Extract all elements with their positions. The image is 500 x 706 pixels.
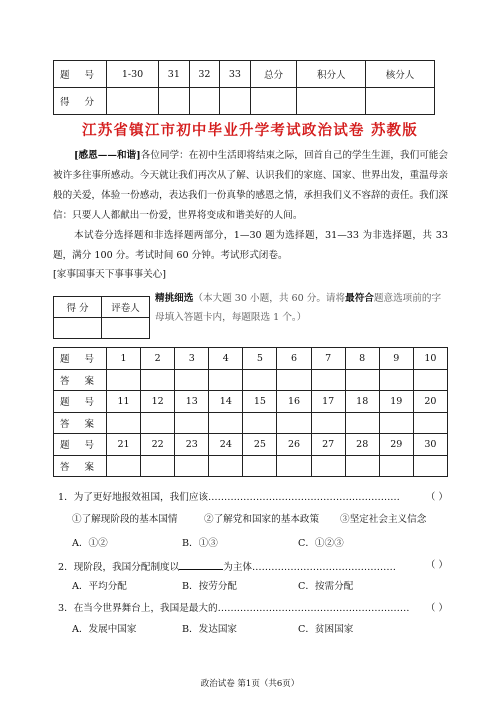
question-number-cell: 2 (141, 348, 175, 370)
grader-score-cell (54, 318, 102, 339)
score-header-cell: 1-30 (107, 61, 159, 88)
answer-cell[interactable] (107, 412, 141, 434)
question-3-options (72, 623, 353, 637)
question-number-cell: 30 (413, 434, 447, 456)
option-c: C．①②③ (298, 538, 344, 549)
score-cell (189, 88, 220, 115)
answer-cell[interactable] (379, 412, 413, 434)
option-b: B．发达国家 (182, 624, 238, 635)
score-header-cell: 31 (159, 61, 190, 88)
score-header-cell: 总分 (250, 61, 297, 88)
score-row-label: 得 分 (54, 88, 107, 115)
score-table (53, 60, 435, 115)
question-number-cell: 12 (141, 391, 175, 413)
score-header-cell: 题 号 (54, 61, 107, 88)
question-number-cell: 6 (277, 348, 311, 370)
answer-cell[interactable] (413, 369, 447, 391)
greeting-text: 各位同学：在初中生活即将结束之际，回首自己的学生生涯，我们可能会被许多往事所感动。今天就让我们再次从了解、认识我们的家庭、国家、世界出发，重温母亲般的关爱，体验一份感动，表达我们一份真挚的感恩之情，承担我们义不容辞的责任。我们深信：只要人人都献出一份爱，世界将变成和谐美好的人间。 (53, 150, 448, 221)
answer-cell[interactable] (345, 369, 379, 391)
question-3-stem: 3．在当今世界舞台上，我国是最大的…………………………………………………… (58, 603, 410, 614)
question-number-cell: 11 (107, 391, 141, 413)
part-heading-title: 精挑细选 (155, 293, 194, 304)
question-number-cell: 29 (379, 434, 413, 456)
section-tag: [家事国事天下事事事关心] (53, 269, 167, 280)
question-number-cell: 1 (107, 348, 141, 370)
answer-cell[interactable] (209, 412, 243, 434)
answer-cell[interactable] (107, 455, 141, 477)
score-cell (366, 88, 435, 115)
answer-label: 答 案 (54, 455, 107, 477)
grader-input-row (54, 318, 150, 339)
question-number-cell: 17 (311, 391, 345, 413)
answer-cell[interactable] (209, 369, 243, 391)
question-number-cell: 28 (345, 434, 379, 456)
question-number-cell: 25 (243, 434, 277, 456)
option-c: C．贫困国家 (298, 624, 354, 635)
answer-cell[interactable] (243, 455, 277, 477)
answer-label: 答 案 (54, 412, 107, 434)
answer-row (54, 455, 448, 477)
answer-cell[interactable] (311, 412, 345, 434)
answer-cell[interactable] (141, 455, 175, 477)
answer-cell[interactable] (209, 455, 243, 477)
answer-cell[interactable] (413, 455, 447, 477)
option-c: C．按需分配 (298, 581, 354, 592)
fill-blank (179, 559, 223, 570)
answer-cell[interactable] (379, 369, 413, 391)
answer-cell[interactable] (175, 455, 209, 477)
score-header-cell: 核分人 (366, 61, 435, 88)
score-table-header-row (54, 61, 435, 88)
score-cell (297, 88, 366, 115)
answer-cell[interactable] (243, 369, 277, 391)
grader-score-label: 得 分 (54, 297, 102, 318)
question-number-cell: 8 (345, 348, 379, 370)
answer-cell[interactable] (311, 455, 345, 477)
answer-cell[interactable] (379, 455, 413, 477)
question-number-cell: 9 (379, 348, 413, 370)
grader-header-row (54, 297, 150, 318)
question-number-cell: 24 (209, 434, 243, 456)
option-a: A．发展中国家 (72, 624, 137, 635)
question-number-label: 题 号 (54, 434, 107, 456)
question-number-cell: 5 (243, 348, 277, 370)
answer-cell[interactable] (107, 369, 141, 391)
score-header-cell: 积分人 (297, 61, 366, 88)
grader-marker-label: 评卷人 (102, 297, 150, 318)
question-number-label: 题 号 (54, 391, 107, 413)
answer-cell[interactable] (175, 369, 209, 391)
question-number-row (54, 434, 448, 456)
option-b: B．①③ (182, 538, 218, 549)
question-3-answer-paren: （ ） (425, 603, 448, 614)
statement-3: ③坚定社会主义信念 (340, 514, 427, 525)
part-heading-emphasis: 最符合 (345, 293, 374, 304)
answer-cell[interactable] (413, 412, 447, 434)
exam-title: 江苏省镇江市初中毕业升学考试政治试卷 苏教版 (82, 122, 418, 139)
answer-cell[interactable] (345, 412, 379, 434)
question-number-cell: 19 (379, 391, 413, 413)
question-2-answer-paren: （ ） (425, 560, 448, 571)
grader-marker-cell (102, 318, 150, 339)
question-1 (58, 491, 448, 505)
answer-cell[interactable] (277, 369, 311, 391)
score-table-score-row (54, 88, 435, 115)
answer-label: 答 案 (54, 369, 107, 391)
question-number-cell: 14 (209, 391, 243, 413)
question-number-cell: 10 (413, 348, 447, 370)
question-number-cell: 22 (141, 434, 175, 456)
option-a: A．平均分配 (72, 581, 127, 592)
statement-1: ①了解现阶段的基本国情 (72, 514, 178, 525)
score-cell (250, 88, 297, 115)
answer-sheet-table (53, 347, 448, 477)
question-number-cell: 13 (175, 391, 209, 413)
answer-cell[interactable] (277, 455, 311, 477)
question-3 (58, 602, 448, 616)
score-header-cell: 32 (189, 61, 220, 88)
question-number-cell: 27 (311, 434, 345, 456)
grader-table (53, 296, 150, 339)
question-number-cell: 3 (175, 348, 209, 370)
question-number-cell: 21 (107, 434, 141, 456)
question-number-label: 题 号 (54, 348, 107, 370)
answer-cell[interactable] (345, 455, 379, 477)
question-1-statements (72, 513, 426, 527)
answer-cell[interactable] (141, 412, 175, 434)
question-2-options (72, 580, 353, 594)
exam-intro: 本试卷分选择题和非选择题两部分，1—30 题为选择题，31—33 为非选择题，共 33 题，满分 100 分。考试时间 60 分钟。考试形式闭卷。 (53, 230, 448, 261)
answer-cell[interactable] (175, 412, 209, 434)
answer-row (54, 412, 448, 434)
statement-2: ②了解党和国家的基本政策 (204, 514, 320, 525)
answer-cell[interactable] (311, 369, 345, 391)
question-number-cell: 26 (277, 434, 311, 456)
score-cell (220, 88, 251, 115)
option-b: B．按劳分配 (182, 581, 238, 592)
score-cell (107, 88, 159, 115)
question-2-stem-end: 为主体……………………………………… (223, 562, 396, 573)
score-cell (159, 88, 190, 115)
page-footer: 政治试卷 第1页（共6页） (200, 679, 300, 689)
question-number-cell: 15 (243, 391, 277, 413)
greeting-paragraph (53, 146, 448, 226)
part-heading (155, 289, 448, 327)
answer-cell[interactable] (243, 412, 277, 434)
answer-row (54, 369, 448, 391)
question-1-options (72, 537, 344, 551)
question-number-cell: 4 (209, 348, 243, 370)
question-number-cell: 20 (413, 391, 447, 413)
question-number-cell: 23 (175, 434, 209, 456)
question-2 (58, 559, 448, 575)
question-number-row (54, 391, 448, 413)
answer-cell[interactable] (277, 412, 311, 434)
question-1-answer-paren: （ ） (425, 492, 448, 503)
question-number-cell: 7 (311, 348, 345, 370)
option-a: A．①② (72, 538, 108, 549)
question-2-stem-start: 2．现阶段，我国分配制度以 (58, 562, 180, 573)
part-heading-text: （本大题 30 小题，共 60 分。请将 (193, 293, 346, 304)
question-number-row (54, 348, 448, 370)
question-number-cell: 16 (277, 391, 311, 413)
score-header-cell: 33 (220, 61, 251, 88)
greeting-theme: [感恩——和谐] (74, 150, 141, 161)
question-number-cell: 18 (345, 391, 379, 413)
part-heading-text: 题意选项前的字母填入答题卡内，每题限选 1 个。） (155, 293, 442, 323)
answer-cell[interactable] (141, 369, 175, 391)
question-1-stem: 1．为了更好地报效祖国，我们应该…………………………………………………… (58, 492, 400, 503)
